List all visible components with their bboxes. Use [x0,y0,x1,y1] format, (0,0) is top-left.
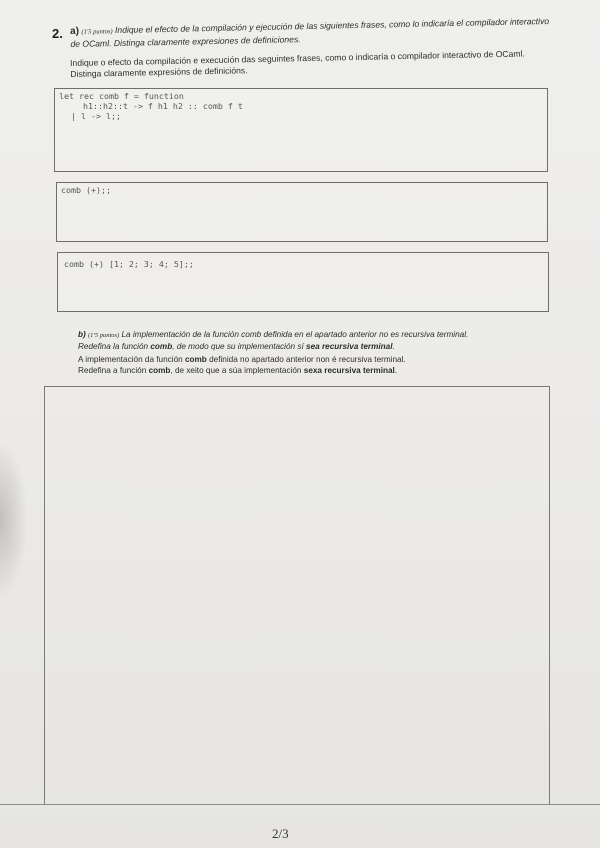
page-shadow [0,440,28,600]
footer-divider [0,804,600,805]
code-line-3: | l -> l;; [71,111,121,121]
part-b-prompt-es [78,330,548,352]
part-a-text-gl: Indique o efecto da compilación e execución das seguintes frases, como o indicaría o compilador interactivo de OCaml. Distinga claramente expresións de definicións. [70,48,525,79]
part-a-letter: a) [70,25,80,37]
part-b-es-text-1: La implementación de la función comb definida en el apartado anterior no es recursiva terminal. [121,330,469,339]
part-b-gl-text-2a: Redefina a función [78,365,149,375]
part-b-es-text-2a: Redefina la función [78,341,151,351]
code-line-2: h1::h2::t -> f h1 h2 :: comb f t [83,101,243,111]
part-a-text-es: Indique el efecto de la compilación y ejecución de las siguientes frases, como lo indicaría el compilador interactivo de OCaml. Distinga claramente expresiones de definiciones. [70,15,550,49]
part-b-gl-text-1a: A implementación da función [78,355,185,364]
part-b-gl-text-2b: , de xeito que a súa implementación [170,365,304,375]
answer-box-3[interactable] [57,252,549,312]
part-b-gl-bold-2: comb [148,365,171,375]
part-b-es-bold-2: sea recursiva terminal [306,341,393,351]
part-b-letter: b) [78,330,86,339]
part-b-es-line-1 [78,330,548,342]
part-b-gl-text-2c: . [394,365,398,375]
part-a-points: (1'5 puntos) [81,28,113,36]
part-a-prompt-es [70,16,550,49]
part-b-gl-line-1 [78,355,548,366]
part-b-es-text-2c: . [392,341,395,351]
part-b-points: (1'5 puntos) [88,332,120,339]
answer-box-part-b[interactable] [44,386,550,805]
code-box-2: comb (+);; [61,185,111,195]
answer-box-1[interactable] [54,88,548,172]
question-number: 2. [52,26,63,41]
part-b-gl-bold-3: sexa recursiva terminal [303,365,395,375]
part-b-gl-line-2 [78,366,548,377]
code-line-1: let rec comb f = function [59,91,184,101]
part-b-es-bold-1: comb [150,341,173,351]
part-b-gl-text-1b: definida no apartado anterior non é recursiva terminal. [206,355,406,364]
part-b-prompt-gl [78,355,548,376]
part-b-gl-bold-1: comb [184,355,207,364]
answer-box-2[interactable] [56,182,548,242]
code-box-3: comb (+) [1; 2; 3; 4; 5];; [64,259,194,269]
page-number: 2/3 [272,826,289,841]
part-b-es-line-2 [78,342,548,353]
part-b-es-text-2b: , de modo que su implementación sí [172,341,307,351]
